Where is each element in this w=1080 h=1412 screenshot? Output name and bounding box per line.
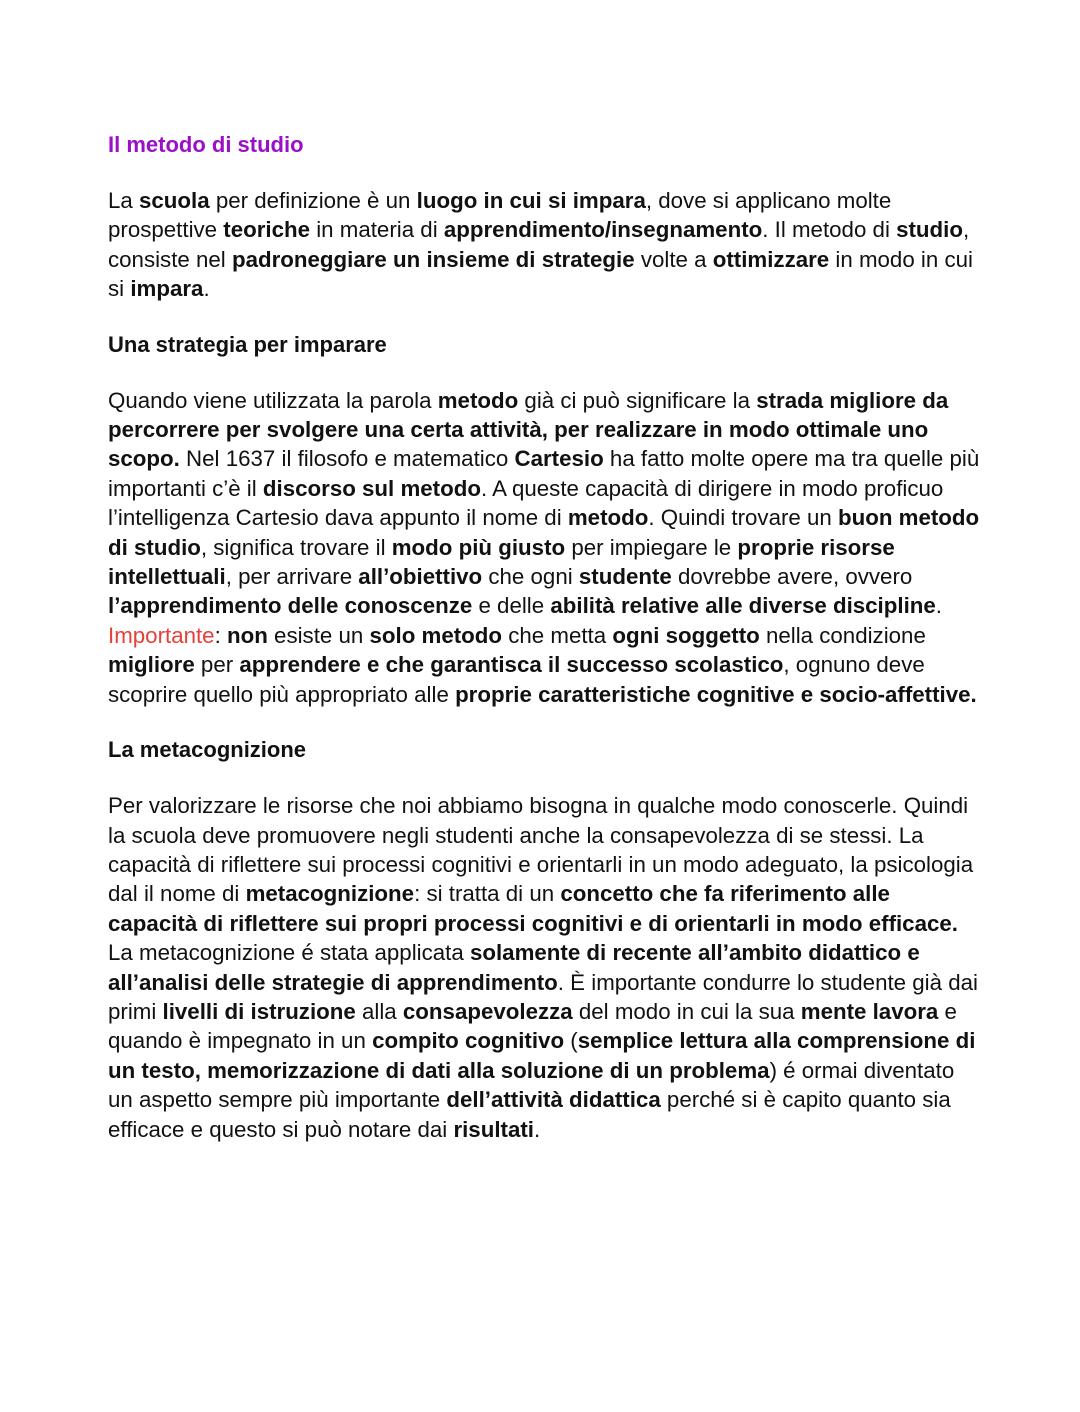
text-span: . [533, 1116, 541, 1142]
bold-text-span: padroneggiare un insieme di strategie [231, 246, 635, 272]
bold-text-span: metodo [437, 387, 519, 413]
bold-text-span: buon metodo di studio [108, 505, 980, 560]
bold-text-span: Cartesio [514, 446, 604, 472]
text-span: in materia di [310, 217, 444, 243]
bold-text-span: strada migliore da percorrere per svolgere una certa attività, per realizzare in modo ottimale uno scopo. [108, 387, 949, 472]
bold-text-span: migliore [108, 652, 195, 678]
bold-text-span: scuola [139, 188, 210, 213]
text-span: per definizione è un [209, 188, 417, 213]
section-paragraph-strategia [108, 386, 980, 709]
bold-text-span: proprie risorse intellettuali [108, 534, 895, 590]
bold-text-span: semplice lettura alla comprensione di un testo, memorizzazione di dati alla soluzione di un problema [108, 1028, 976, 1083]
text-span: per impiegare le [565, 534, 738, 560]
text-span: Nel 1637 il filosofo e matematico [179, 446, 515, 472]
bold-text-span: teoriche [223, 217, 311, 243]
bold-text-span: studio [896, 217, 963, 243]
bold-text-span: concetto che fa riferimento alle capacità di riflettere sui propri processi cognitivi e di orientarli in modo efficace. [108, 881, 958, 936]
bold-text-span: metodo [567, 505, 649, 531]
bold-text-span: mente lavora [800, 998, 939, 1024]
bold-text-span: risultati [453, 1116, 534, 1142]
text-span: e delle [472, 593, 551, 619]
bold-text-span: luogo in cui si impara [416, 188, 646, 213]
text-span: già ci può significare la [518, 387, 757, 413]
bold-text-span: metacognizione [245, 881, 415, 907]
text-span: che metta [502, 622, 613, 648]
text-span: nella condizione [759, 622, 926, 648]
section-heading-metacognizione: La metacognizione [108, 737, 307, 763]
text-span: volte a [634, 246, 713, 272]
bold-text-span: ottimizzare [712, 246, 830, 272]
bold-text-span: dell’attività didattica [446, 1087, 661, 1113]
text-span: dovrebbe avere, ovvero [671, 564, 913, 590]
text-span: ( [564, 1028, 578, 1054]
section-heading-strategia: Una strategia per imparare [108, 331, 387, 357]
text-span: e quando è impegnato in un [108, 998, 957, 1054]
text-span: . Il metodo di [762, 217, 897, 243]
text-span: La metacognizione é stata applicata [108, 940, 470, 966]
highlight-text-span: Importante [108, 622, 215, 648]
text-span: in modo in cui si [108, 246, 973, 302]
bold-text-span: modo più giusto [391, 534, 566, 560]
bold-text-span: apprendere e che garantisca il successo scolastico [239, 652, 784, 678]
bold-text-span: ogni soggetto [612, 622, 760, 648]
text-span: , dove si applicano molte prospettive [108, 188, 892, 243]
page-title: Il metodo di studio [108, 132, 304, 157]
document-page [108, 128, 980, 1168]
bold-text-span: livelli di istruzione [162, 998, 356, 1024]
text-span: . A queste capacità di dirigere in modo proficuo l’intelligenza Cartesio dava appunto il nome di [108, 475, 944, 531]
text-span: . Quindi trovare un [648, 505, 838, 531]
text-span: del modo in cui la sua [572, 998, 801, 1024]
bold-text-span: l’apprendimento delle conoscenze [108, 593, 473, 619]
bold-text-span: all’obiettivo [358, 564, 483, 590]
bold-text-span: solo metodo [369, 622, 503, 648]
text-span: Quando viene utilizzata la parola [108, 387, 438, 413]
text-span: Per valorizzare le risorse che noi abbiamo bisogna in qualche modo conoscerle. Quindi la scuola deve promuovere negli studenti anche la consapevolezza di se stessi. La capacità di riflettere sui processi cognitivi e orientarli in un modo adeguato, la psicologia dal il nome di [108, 793, 974, 907]
text-span: : si tratta di un [414, 881, 561, 907]
bold-text-span: solamente di recente all’ambito didattico e all’analisi delle strategie di apprendimento [108, 940, 920, 995]
text-span: La [108, 188, 139, 213]
intro-paragraph [108, 186, 980, 304]
bold-text-span: non [226, 622, 268, 648]
bold-text-span: compito cognitivo [372, 1028, 565, 1054]
bold-text-span: consapevolezza [402, 998, 573, 1024]
bold-text-span: abilità relative alle diverse discipline [550, 593, 936, 619]
text-span: , ognuno deve scoprire quello più appropriato alle [108, 652, 925, 707]
text-span: alla [355, 998, 403, 1024]
text-span: : [214, 622, 227, 648]
bold-text-span: impara [130, 276, 204, 302]
text-span: che ogni [482, 564, 579, 590]
text-span: ha fatto molte opere ma tra quelle più importanti c’è il [108, 446, 980, 501]
text-span: esiste un [267, 622, 370, 648]
bold-text-span: apprendimento/insegnamento [443, 217, 763, 243]
bold-text-span: studente [578, 564, 672, 590]
text-span: , consiste nel [108, 217, 970, 272]
text-span: , significa trovare il [200, 534, 392, 560]
text-span: per [194, 652, 240, 678]
text-span: . È importante condurre lo studente già dai primi [108, 969, 978, 1024]
text-span: . [935, 593, 942, 619]
bold-text-span: proprie caratteristiche cognitive e socio-affettive. [455, 681, 977, 707]
text-span: perché si è capito quanto sia efficace e questo si può notare dai [108, 1087, 951, 1142]
section-paragraph-metacognizione [108, 791, 980, 1144]
bold-text-span: discorso sul metodo [262, 475, 481, 501]
text-span: , per arrivare [225, 564, 359, 590]
text-span: ) é ormai diventato un aspetto sempre più importante [108, 1057, 955, 1113]
text-span: . [203, 276, 210, 302]
